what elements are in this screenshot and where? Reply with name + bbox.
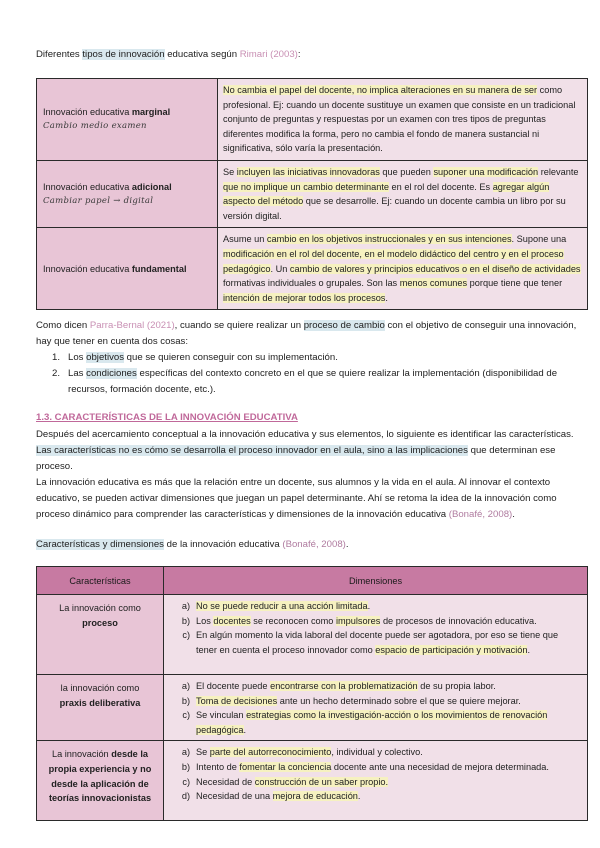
citation-parra-bernal: Parra-Bernal (2021) [89, 320, 175, 331]
citation-bonafe: (Bonafé, 2008) [448, 509, 513, 520]
table-row [37, 228, 588, 310]
list-item: a) No se puede reducir a una acción limitada. [181, 601, 371, 611]
dimension-list [164, 595, 588, 675]
citation-rimari: Rimari (2003) [239, 49, 298, 60]
type-label-adicional: Innovación educativa adicional Cambiar papel → digital [37, 160, 218, 227]
list-item: a) El docente puede encontrarse con la problematización de su propia labor. [181, 681, 496, 691]
intro-line: Diferentes tipos de innovación educativa según Rimari (2003): [36, 49, 301, 60]
list-item: a) Se parte del autorreconocimiento, individual y colectivo. [181, 747, 423, 758]
type-label-marginal: Innovación educativa marginal Cambio medio examen [37, 79, 218, 161]
header-dimensiones: Dimensiones [164, 567, 588, 595]
list-item: b) Intento de fomentar la conciencia docente ante una necesidad de mejora determinada. [181, 761, 549, 772]
section-heading: 1.3. CARACTERÍSTICAS DE LA INNOVACIÓN EDUCATIVA [36, 412, 298, 423]
type-label-fundamental: Innovación educativa fundamental [37, 228, 218, 310]
dimension-list [164, 741, 588, 821]
intro-highlight: tipos de innovación [82, 49, 165, 60]
list-item: c) Necesidad de construcción de un saber propio. [182, 776, 389, 787]
list-item: d) Necesidad de una mejora de educación. [181, 791, 361, 802]
numbered-list [36, 350, 588, 398]
table-row [37, 160, 588, 227]
table-row [37, 595, 588, 675]
table-header-row [37, 567, 588, 595]
type-description: Se incluyen las iniciativas innovadoras que pueden suponer una modificación relevante que no implique un cambio determinante en el rol del docente. Es agregar algún aspecto del método que se desarrolle. Ej: cuando un docente cambia un libro por su versión digital. [218, 160, 588, 227]
section-paragraph-2: La innovación educativa es más que la relación entre un docente, sus alumnos y la vida en el aula. Al innovar el contexto educativo, se pueden activar dimensiones que juegan un papel determinante. Ahí se retoma la idea de la innovación como proceso dinámico para comprender las características y dimensiones de la innovación educativa (Bonafé, 2008). [36, 477, 557, 520]
list-item: 2. Las condiciones específicas del contexto concreto en el que se quiere realizar la implementación (disponibilidad de recursos, formación docente, etc.). [51, 368, 558, 395]
type-description: Asume un cambio en los objetivos instruccionales y en sus intenciones. Supone una modificación en el rol del docente, en el modelo didáctico del centro y en el proceso pedagógico. Un cambio de valores y principios educativos o en el diseño de actividades formativas individuales o grupales. Son las menos comunes porque tiene que tener intención de mejorar todos los procesos. [218, 228, 588, 310]
section-paragraph-1: Después del acercamiento conceptual a la innovación educativa y sus elementos, lo siguiente es identificar las características. Las características no es cómo se desarrolla el proceso innovador en el aula, sino a las implicaciones que determinan ese proceso. [36, 429, 574, 472]
type-description: No cambia el papel del docente, no implica alteraciones en su manera de ser como profesional. Ej: cuando un docente sustituye un examen que consiste en un tradicional conjunto de preguntas y respuestas por un examen con tres tipos de preguntas diferentes modifica la forma, pero no cambia el fondo de manera sustancial ni significativa, sólo varía la presentación. [218, 79, 588, 161]
list-item: b) Toma de decisiones ante un hecho determinado sobre el que se quiere mejorar. [181, 695, 521, 706]
list-item: 1. Los objetivos que se quieren conseguir con su implementación. [51, 352, 338, 363]
innovation-types-table [36, 78, 588, 310]
characteristic-label: la innovación como praxis deliberativa [37, 675, 164, 741]
dimension-list [164, 675, 588, 741]
paragraph-parra-bernal: Como dicen Parra-Bernal (2021), cuando se quiere realizar un proceso de cambio con el objetivo de conseguir una innovación, hay que tener en cuenta dos cosas: [36, 320, 577, 347]
header-caracteristicas: Características [37, 567, 164, 595]
handwritten-note: Cambiar papel → digital [43, 196, 154, 207]
list-item: c) Se vinculan estrategias como la investigación-acción o los movimientos de renovación pedagógica. [182, 710, 548, 735]
handwritten-note: Cambio medio examen [43, 121, 147, 132]
table-caption: Características y dimensiones de la innovación educativa (Bonafé, 2008). [36, 539, 349, 550]
characteristics-table [36, 566, 588, 821]
list-item: b) Los docentes se reconocen como impulsores de procesos de innovación educativa. [181, 615, 537, 626]
characteristic-label: La innovación desde la propia experiencia y no desde la aplicación de teorías innovacionistas [37, 741, 164, 821]
table-row [37, 675, 588, 741]
characteristic-label: La innovación como proceso [37, 595, 164, 675]
table-row [37, 79, 588, 161]
list-item: c) En algún momento la vida laboral del docente puede ser agotadora, por eso se tiene que tener en cuenta el proceso innovador como espacio de participación y motivación. [182, 630, 559, 655]
table-row [37, 741, 588, 821]
